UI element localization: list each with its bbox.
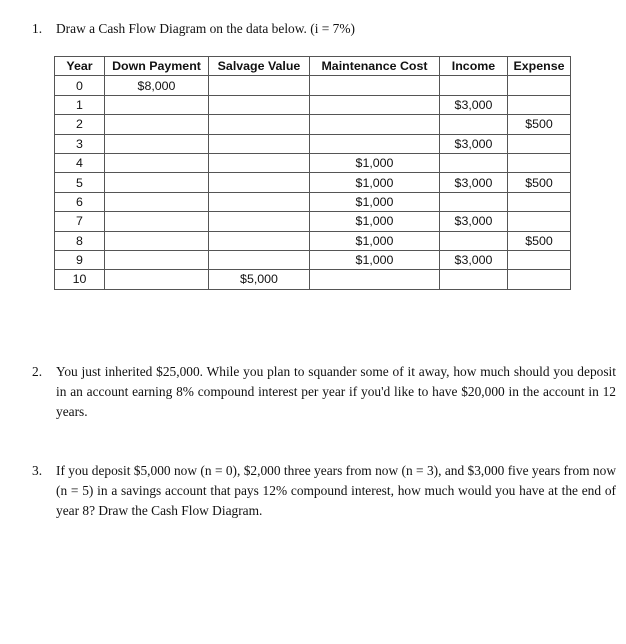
cell-down-payment — [105, 134, 209, 153]
cell-expense — [508, 95, 571, 114]
table-row — [55, 250, 571, 269]
cell-maintenance-cost: $1,000 — [310, 153, 440, 172]
cell-expense — [508, 192, 571, 211]
cell-expense — [508, 250, 571, 269]
header-expense: Expense — [508, 57, 571, 76]
cell-year: 7 — [55, 212, 105, 231]
question-1-number: 1. — [32, 21, 43, 36]
header-maintenance-cost: Maintenance Cost — [310, 57, 440, 76]
cell-salvage-value — [209, 76, 310, 95]
cell-expense — [508, 134, 571, 153]
question-2-number: 2. — [32, 364, 43, 379]
header-salvage-value: Salvage Value — [209, 57, 310, 76]
table-header-row — [55, 57, 571, 76]
table-row — [55, 134, 571, 153]
cell-income: $3,000 — [440, 134, 508, 153]
cell-income — [440, 192, 508, 211]
cell-down-payment — [105, 173, 209, 192]
cell-year: 6 — [55, 192, 105, 211]
table-row — [55, 192, 571, 211]
cell-income — [440, 115, 508, 134]
cell-year: 1 — [55, 95, 105, 114]
cell-year: 2 — [55, 115, 105, 134]
cell-salvage-value — [209, 250, 310, 269]
table-row — [55, 212, 571, 231]
cell-salvage-value: $5,000 — [209, 270, 310, 289]
cell-year: 9 — [55, 250, 105, 269]
header-down-payment: Down Payment — [105, 57, 209, 76]
cell-salvage-value — [209, 134, 310, 153]
cell-salvage-value — [209, 173, 310, 192]
cell-expense — [508, 153, 571, 172]
question-1-text: Draw a Cash Flow Diagram on the data below. (i = 7%) — [56, 21, 355, 36]
cell-down-payment — [105, 115, 209, 134]
cell-down-payment — [105, 250, 209, 269]
cell-down-payment — [105, 153, 209, 172]
cell-income — [440, 231, 508, 250]
cell-expense: $500 — [508, 115, 571, 134]
table-row — [55, 270, 571, 289]
cell-income: $3,000 — [440, 173, 508, 192]
cell-maintenance-cost — [310, 270, 440, 289]
cell-income: $3,000 — [440, 95, 508, 114]
cell-salvage-value — [209, 212, 310, 231]
cell-salvage-value — [209, 95, 310, 114]
cell-maintenance-cost: $1,000 — [310, 231, 440, 250]
cell-maintenance-cost: $1,000 — [310, 250, 440, 269]
table-row — [55, 95, 571, 114]
cell-salvage-value — [209, 231, 310, 250]
cell-maintenance-cost: $1,000 — [310, 173, 440, 192]
cell-maintenance-cost — [310, 115, 440, 134]
cell-down-payment — [105, 270, 209, 289]
cell-expense: $500 — [508, 173, 571, 192]
question-3-number: 3. — [32, 463, 43, 478]
cell-down-payment — [105, 212, 209, 231]
table-row — [55, 115, 571, 134]
cell-income: $3,000 — [440, 212, 508, 231]
cell-year: 4 — [55, 153, 105, 172]
cell-down-payment — [105, 95, 209, 114]
cell-down-payment: $8,000 — [105, 76, 209, 95]
cell-salvage-value — [209, 115, 310, 134]
cell-salvage-value — [209, 192, 310, 211]
cell-expense: $500 — [508, 231, 571, 250]
table-row — [55, 153, 571, 172]
cell-year: 8 — [55, 231, 105, 250]
cell-year: 10 — [55, 270, 105, 289]
cell-salvage-value — [209, 153, 310, 172]
cell-income — [440, 270, 508, 289]
question-3-text: If you deposit $5,000 now (n = 0), $2,000 three years from now (n = 3), and $3,000 five years from now (n = 5) in a savings account that pays 12% compound interest, how much would you have at the end of year 8? Draw the Cash Flow Diagram. — [56, 463, 616, 518]
cell-year: 0 — [55, 76, 105, 95]
cell-expense — [508, 212, 571, 231]
header-year: Year — [55, 57, 105, 76]
cell-down-payment — [105, 231, 209, 250]
cell-maintenance-cost: $1,000 — [310, 212, 440, 231]
cell-year: 5 — [55, 173, 105, 192]
cell-income: $3,000 — [440, 250, 508, 269]
cell-expense — [508, 270, 571, 289]
question-2-text: You just inherited $25,000. While you plan to squander some of it away, how much should you deposit in an account earning 8% compound interest per year if you'd like to have $20,000 in the account in 12 years. — [56, 364, 616, 419]
header-income: Income — [440, 57, 508, 76]
cell-maintenance-cost — [310, 134, 440, 153]
cell-income — [440, 76, 508, 95]
cell-maintenance-cost — [310, 76, 440, 95]
cell-expense — [508, 76, 571, 95]
table-row — [55, 173, 571, 192]
table-row — [55, 76, 571, 95]
cell-year: 3 — [55, 134, 105, 153]
table-row — [55, 231, 571, 250]
cell-maintenance-cost — [310, 95, 440, 114]
cell-maintenance-cost: $1,000 — [310, 192, 440, 211]
cell-down-payment — [105, 192, 209, 211]
cell-income — [440, 153, 508, 172]
cash-flow-table — [54, 56, 571, 290]
